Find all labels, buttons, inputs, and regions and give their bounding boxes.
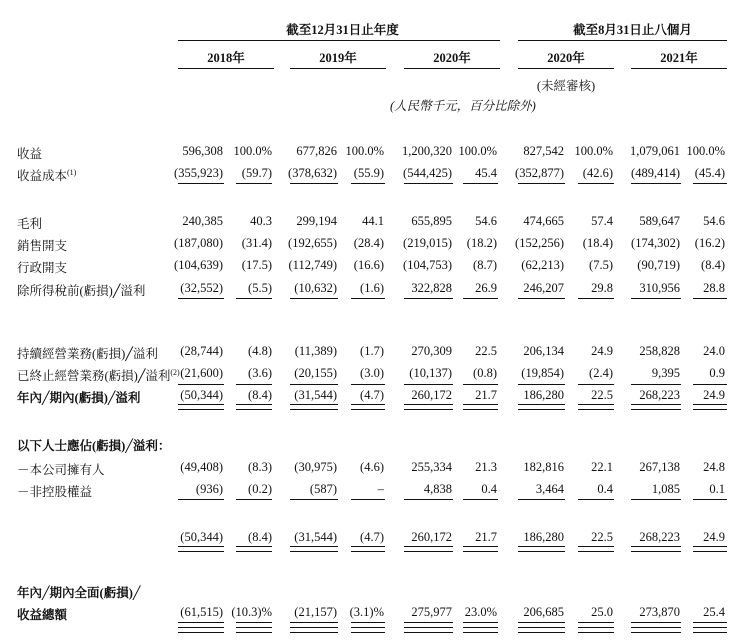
table-cell: 26.9 <box>475 281 497 295</box>
table-cell: 258,828 <box>639 344 680 358</box>
underline <box>178 499 224 500</box>
table-cell: (49,408) <box>180 460 223 474</box>
underline <box>351 384 385 385</box>
table-cell: (104,753) <box>403 258 452 272</box>
table-cell: 0.4 <box>597 482 613 496</box>
double-underline <box>518 627 565 633</box>
row-label-text: 年內╱期內(虧損)╱溢利 <box>17 391 141 405</box>
table-cell: 100.0% <box>686 144 725 158</box>
table-cell: (8.3) <box>248 460 272 474</box>
underline <box>578 622 614 623</box>
underline <box>404 499 453 500</box>
table-cell: 25.0 <box>591 605 613 619</box>
underline <box>351 622 385 623</box>
table-cell: (8.4) <box>248 388 272 402</box>
underline <box>351 298 385 299</box>
year-2021-8m: 2021年 <box>660 51 698 65</box>
table-cell: (104,639) <box>174 258 223 272</box>
row-label <box>17 436 170 454</box>
table-cell: 322,828 <box>411 281 452 295</box>
table-cell: (152,256) <box>515 236 564 250</box>
table-cell: 182,816 <box>523 460 564 474</box>
table-cell: (18.2) <box>466 236 497 250</box>
underline <box>404 384 453 385</box>
double-underline <box>236 627 272 633</box>
table-cell: (32,552) <box>180 281 223 295</box>
table-cell: (1.7) <box>360 344 384 358</box>
table-cell: 100.0% <box>574 144 613 158</box>
double-underline <box>290 627 338 633</box>
row-label-text: 持續經營業務(虧損)╱溢利 <box>17 347 158 361</box>
underline <box>578 384 614 385</box>
table-cell: (544,425) <box>403 166 452 180</box>
double-underline <box>693 546 727 552</box>
double-underline <box>463 546 498 552</box>
table-cell: (187,080) <box>174 236 223 250</box>
underline <box>236 499 272 500</box>
table-cell: (31.4) <box>241 236 272 250</box>
table-cell: 21.3 <box>475 460 497 474</box>
table-cell: (61,515) <box>180 605 223 619</box>
table-cell: (4.7) <box>360 388 384 402</box>
table-cell: (3.6) <box>248 366 272 380</box>
row-label <box>17 583 140 601</box>
row-label-text: 銷售開支 <box>17 239 68 253</box>
table-cell: 1,200,320 <box>402 144 452 158</box>
row-label <box>17 214 42 232</box>
double-underline <box>463 627 498 633</box>
table-cell: (4.8) <box>248 344 272 358</box>
table-cell: 299,194 <box>296 214 337 228</box>
underline <box>693 622 727 623</box>
table-cell: (19,854) <box>521 366 564 380</box>
double-underline <box>404 546 453 552</box>
table-cell: 1,079,061 <box>630 144 680 158</box>
table-cell: (90,719) <box>637 258 680 272</box>
underline <box>290 384 338 385</box>
table-cell: (7.5) <box>589 258 613 272</box>
table-cell: 24.9 <box>703 530 725 544</box>
row-label-text: 行政開支 <box>17 261 68 275</box>
double-underline <box>693 404 727 410</box>
table-cell: (30,975) <box>294 460 337 474</box>
row-label-text: 已終止經營業務(虧損)╱溢利 <box>17 369 171 383</box>
underline <box>178 384 224 385</box>
table-cell: (352,877) <box>515 166 564 180</box>
double-underline <box>518 404 565 410</box>
table-cell: (21,600) <box>180 366 223 380</box>
row-label <box>17 236 67 254</box>
underline <box>290 298 338 299</box>
double-underline <box>693 627 727 633</box>
underline <box>518 298 565 299</box>
double-underline <box>578 627 614 633</box>
table-cell: 275,977 <box>411 605 452 619</box>
table-cell: 0.4 <box>481 482 497 496</box>
table-cell: (5.5) <box>248 281 272 295</box>
table-cell: 3,464 <box>535 482 564 496</box>
underline <box>631 384 681 385</box>
year-2020-fy-rule <box>404 68 500 69</box>
table-cell: 45.4 <box>475 166 497 180</box>
table-cell: – <box>377 482 384 496</box>
table-cell: 596,308 <box>182 144 223 158</box>
table-cell: (10.3)% <box>231 605 272 619</box>
table-cell: 21.7 <box>475 530 497 544</box>
table-cell: 22.1 <box>591 460 613 474</box>
double-underline <box>236 404 272 410</box>
table-cell: 100.0% <box>233 144 272 158</box>
row-label-text: 毛利 <box>17 217 43 231</box>
underline <box>290 183 338 184</box>
table-cell: (10,632) <box>294 281 337 295</box>
table-cell: (50,344) <box>180 388 223 402</box>
table-cell: 24.9 <box>703 388 725 402</box>
table-cell: (45.4) <box>694 166 725 180</box>
underline <box>236 298 272 299</box>
table-cell: 22.5 <box>591 388 613 402</box>
table-cell: 255,334 <box>411 460 452 474</box>
year-2020-fy: 2020年 <box>433 51 471 65</box>
double-underline <box>404 404 453 410</box>
table-cell: 677,826 <box>296 144 337 158</box>
underline <box>518 183 565 184</box>
header-group-8m: 截至8月31日止八個月 <box>573 23 692 37</box>
table-cell: (62,213) <box>521 258 564 272</box>
table-cell: 9,395 <box>651 366 680 380</box>
row-label-text: 除所得稅前(虧損)╱溢利 <box>17 284 146 298</box>
double-underline <box>631 627 681 633</box>
row-label-text: 收益總額 <box>17 608 68 622</box>
table-cell: 28.8 <box>703 281 725 295</box>
underline <box>578 499 614 500</box>
table-cell: 57.4 <box>591 214 613 228</box>
table-cell: (42.6) <box>582 166 613 180</box>
table-cell: 827,542 <box>523 144 564 158</box>
table-cell: (489,414) <box>631 166 680 180</box>
year-2018-rule <box>178 68 274 69</box>
table-cell: (112,749) <box>288 258 337 272</box>
table-cell: (18.4) <box>582 236 613 250</box>
table-cell: 1,085 <box>651 482 680 496</box>
row-label-text: 收益成本 <box>17 169 68 183</box>
double-underline <box>351 627 385 633</box>
row-label <box>17 388 140 406</box>
underline <box>463 622 498 623</box>
row-label <box>17 482 92 500</box>
table-cell: 100.0% <box>458 144 497 158</box>
table-cell: 246,207 <box>523 281 564 295</box>
table-cell: 260,172 <box>411 530 452 544</box>
table-cell: (59.7) <box>241 166 272 180</box>
table-cell: (8.7) <box>473 258 497 272</box>
footnote-ref: (1) <box>67 167 77 177</box>
table-cell: (192,655) <box>288 236 337 250</box>
double-underline <box>404 627 453 633</box>
underline <box>351 499 385 500</box>
header-group-fy: 截至12月31日止年度 <box>286 23 399 37</box>
table-cell: 25.4 <box>703 605 725 619</box>
table-cell: (20,155) <box>294 366 337 380</box>
underline <box>463 384 498 385</box>
table-cell: (0.2) <box>248 482 272 496</box>
table-cell: (378,632) <box>288 166 337 180</box>
double-underline <box>351 546 385 552</box>
underline <box>693 384 727 385</box>
underline <box>351 183 385 184</box>
unaudited-note: (未經審核) <box>536 79 596 93</box>
table-cell: 22.5 <box>591 530 613 544</box>
year-2021-8m-rule <box>631 68 727 69</box>
table-cell: 22.5 <box>475 344 497 358</box>
table-cell: 100.0% <box>345 144 384 158</box>
row-label <box>17 605 67 623</box>
underline <box>463 183 498 184</box>
header-group-8m-rule <box>518 40 727 41</box>
table-cell: (219,015) <box>403 236 452 250</box>
header-group-fy-rule <box>178 40 500 41</box>
table-cell: 4,838 <box>423 482 452 496</box>
row-label-text: 年內╱期內全面(虧損)╱ <box>17 586 141 600</box>
table-cell: 240,385 <box>182 214 223 228</box>
year-2019-rule <box>290 68 386 69</box>
table-cell: (17.5) <box>241 258 272 272</box>
row-label-text: －非控股權益 <box>17 485 93 499</box>
underline <box>178 622 224 623</box>
underline <box>463 499 498 500</box>
table-cell: (587) <box>309 482 337 496</box>
underline <box>404 298 453 299</box>
table-cell: (16.6) <box>353 258 384 272</box>
table-cell: 273,870 <box>639 605 680 619</box>
table-cell: 29.8 <box>591 281 613 295</box>
table-cell: (21,157) <box>294 605 337 619</box>
table-cell: 24.8 <box>703 460 725 474</box>
table-cell: (1.6) <box>360 281 384 295</box>
table-cell: (10,137) <box>409 366 452 380</box>
table-cell: 206,134 <box>523 344 564 358</box>
table-cell: (31,544) <box>294 388 337 402</box>
underline <box>631 298 681 299</box>
table-cell: (0.8) <box>473 366 497 380</box>
underline <box>518 622 565 623</box>
table-cell: 54.6 <box>475 214 497 228</box>
table-cell: (936) <box>195 482 223 496</box>
table-cell: 260,172 <box>411 388 452 402</box>
underline <box>404 183 453 184</box>
table-cell: (2.4) <box>589 366 613 380</box>
double-underline <box>631 546 681 552</box>
table-cell: (3.0) <box>360 366 384 380</box>
table-cell: 21.7 <box>475 388 497 402</box>
table-cell: 310,956 <box>639 281 680 295</box>
table-cell: (355,923) <box>174 166 223 180</box>
underline <box>693 183 727 184</box>
underline <box>518 384 565 385</box>
row-label-text: 收益 <box>17 147 43 161</box>
double-underline <box>578 404 614 410</box>
table-cell: (3.1)% <box>349 605 384 619</box>
underline <box>290 499 338 500</box>
table-cell: 206,685 <box>523 605 564 619</box>
table-cell: 40.3 <box>250 214 272 228</box>
double-underline <box>178 404 224 410</box>
double-underline <box>351 404 385 410</box>
table-cell: (8.4) <box>248 530 272 544</box>
underline <box>290 622 338 623</box>
double-underline <box>178 546 224 552</box>
double-underline <box>631 404 681 410</box>
underline <box>178 298 224 299</box>
units-note: (人民幣千元，百分比除外) <box>390 99 536 113</box>
double-underline <box>578 546 614 552</box>
table-cell: (4.6) <box>360 460 384 474</box>
underline <box>578 183 614 184</box>
underline <box>578 298 614 299</box>
table-cell: 186,280 <box>523 388 564 402</box>
underline <box>518 499 565 500</box>
row-label <box>17 281 145 299</box>
table-cell: (50,344) <box>180 530 223 544</box>
double-underline <box>290 546 338 552</box>
double-underline <box>178 627 224 633</box>
table-cell: 23.0% <box>464 605 497 619</box>
table-cell: 0.9 <box>709 366 725 380</box>
underline <box>631 622 681 623</box>
row-label <box>17 144 42 162</box>
underline <box>178 183 224 184</box>
row-label-text: －本公司擁有人 <box>17 463 105 477</box>
table-cell: (8.4) <box>701 258 725 272</box>
row-label <box>17 460 105 478</box>
row-label-text: 以下人士應佔(虧損)╱溢利： <box>17 439 171 453</box>
underline <box>236 183 272 184</box>
table-cell: (55.9) <box>353 166 384 180</box>
table-cell: 44.1 <box>362 214 384 228</box>
table-cell: (28,744) <box>180 344 223 358</box>
table-cell: (16.2) <box>694 236 725 250</box>
double-underline <box>290 404 338 410</box>
underline <box>693 298 727 299</box>
row-label <box>17 258 67 276</box>
underline <box>631 183 681 184</box>
underline <box>404 622 453 623</box>
year-2019: 2019年 <box>319 51 357 65</box>
year-2018: 2018年 <box>207 51 245 65</box>
table-cell: 268,223 <box>639 388 680 402</box>
table-cell: 270,309 <box>411 344 452 358</box>
table-cell: 24.0 <box>703 344 725 358</box>
table-cell: 54.6 <box>703 214 725 228</box>
table-cell: 474,665 <box>523 214 564 228</box>
row-label <box>17 166 76 184</box>
table-cell: 0.1 <box>709 482 725 496</box>
table-cell: 589,647 <box>639 214 680 228</box>
table-cell: (4.7) <box>360 530 384 544</box>
table-cell: (11,389) <box>294 344 337 358</box>
underline <box>236 384 272 385</box>
underline <box>236 622 272 623</box>
underline <box>693 499 727 500</box>
double-underline <box>518 546 565 552</box>
table-cell: 24.9 <box>591 344 613 358</box>
double-underline <box>236 546 272 552</box>
table-cell: (31,544) <box>294 530 337 544</box>
underline <box>463 298 498 299</box>
footnote-ref: (2) <box>170 367 180 377</box>
table-cell: (174,302) <box>631 236 680 250</box>
year-2020-8m-rule <box>518 68 614 69</box>
year-2020-8m: 2020年 <box>547 51 585 65</box>
double-underline <box>463 404 498 410</box>
table-cell: 268,223 <box>639 530 680 544</box>
table-cell: 655,895 <box>411 214 452 228</box>
table-cell: 267,138 <box>639 460 680 474</box>
underline <box>631 499 681 500</box>
table-cell: (28.4) <box>353 236 384 250</box>
table-cell: 186,280 <box>523 530 564 544</box>
